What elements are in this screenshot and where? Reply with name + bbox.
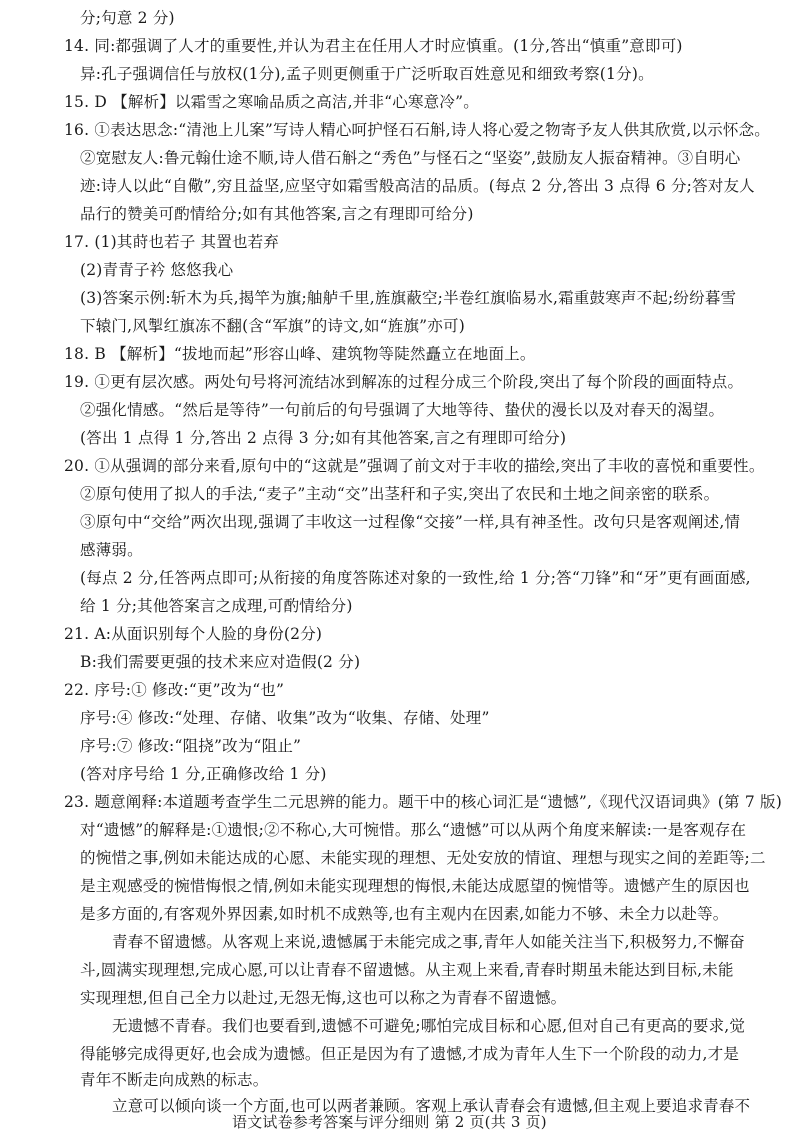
text-line: 15. D 【解析】以霜雪之寒喻品质之高洁,并非“心寒意冷”。	[64, 93, 479, 111]
text-line: 16. ①表达思念:“清池上儿案”写诗人精心呵护怪石石斛,诗人将心爱之物寄予友人供其欣赏,以示怀念。	[64, 121, 771, 139]
text-line: 序号:④ 修改:“处理、存储、收集”改为“收集、存储、处理”	[80, 709, 490, 727]
text-line: 分;句意 2 分)	[80, 9, 175, 27]
text-line: 得能够完成得更好,也会成为遗憾。但正是因为有了遗憾,才成为青年人生下一个阶段的动力,才是	[80, 1045, 740, 1063]
text-line: ②强化情感。“然后是等待”一句前后的句号强调了大地等待、蛰伏的漫长以及对春天的渴望。	[80, 401, 725, 419]
text-line: (2)青青子衿 悠悠我心	[80, 261, 234, 279]
page-footer: 语文试卷参考答案与评分细则 第 2 页(共 3 页)	[232, 1113, 547, 1131]
text-line: (每点 2 分,任答两点即可;从衔接的角度答陈述对象的一致性,给 1 分;答“刀锋”和“牙”更有画面感,	[80, 569, 751, 587]
text-line: (答出 1 点得 1 分,答出 2 点得 3 分;如有其他答案,言之有理即可给分)	[80, 429, 567, 447]
text-line: 是主观感受的惋惜悔恨之情,例如未能实现理想的悔恨,未能达成愿望的惋惜等。遗憾产生的原因也	[80, 877, 750, 895]
text-line: B:我们需要更强的技术来应对造假(2 分)	[80, 653, 361, 671]
text-line: 立意可以倾向谈一个方面,也可以两者兼顾。客观上承认青春会有遗憾,但主观上要追求青春不	[112, 1097, 751, 1115]
text-line: 青年不断走向成熟的标志。	[80, 1071, 269, 1089]
text-line: 14. 同:都强调了人才的重要性,并认为君主在任用人才时应慎重。(1分,答出“慎重”意即可)	[64, 37, 683, 55]
text-line: 对“遗憾”的解释是:①遗恨;②不称心,大可惋惜。那么“遗憾”可以从两个角度来解读:一是客观存在	[80, 821, 747, 839]
text-line: 的惋惜之事,例如未能达成的心愿、未能实现的理想、无处安放的情谊、理想与现实之间的差距等;二	[80, 849, 766, 867]
text-line: 无遗憾不青春。我们也要看到,遗憾不可避免;哪怕完成目标和心愿,但对自己有更高的要求,觉	[112, 1017, 746, 1035]
text-line: 23. 题意阐释:本道题考查学生二元思辨的能力。题干中的核心词汇是“遗憾”,《现代汉语词典》(第 7 版)	[64, 793, 782, 811]
text-line: 下辕门,风掣红旗冻不翻(含“军旗”的诗文,如“旌旗”亦可)	[80, 317, 465, 335]
text-line: (答对序号给 1 分,正确修改给 1 分)	[80, 765, 327, 783]
text-line: 22. 序号:① 修改:“更”改为“也”	[64, 681, 285, 699]
text-line: ②宽慰友人:鲁元翰仕途不顺,诗人借石斛之“秀色”与怪石之“坚姿”,鼓励友人振奋精神。③自明心	[80, 149, 741, 167]
text-line: 品行的赞美可酌情给分;如有其他答案,言之有理即可给分)	[80, 205, 474, 223]
text-line: 给 1 分;其他答案言之成理,可酌情给分)	[80, 597, 353, 615]
text-line: 感薄弱。	[80, 541, 143, 559]
text-line: 17. (1)其莳也若子 其置也若弃	[64, 233, 280, 251]
text-line: 18. B 【解析】“拔地而起”形容山峰、建筑物等陡然矗立在地面上。	[64, 345, 536, 363]
text-line: 斗,圆满实现理想,完成心愿,可以让青春不留遗憾。从主观上来看,青春时期虽未能达到目标,未能	[80, 961, 734, 979]
text-line: 序号:⑦ 修改:“阻挠”改为“阻止”	[80, 737, 302, 755]
text-line: 21. A:从面识别每个人脸的身份(2分)	[64, 625, 323, 643]
text-line: 20. ①从强调的部分来看,原句中的“这就是”强调了前文对于丰收的描绘,突出了丰收的喜悦和重要性。	[64, 457, 765, 475]
text-line: 异:孔子强调信任与放权(1分),孟子则更侧重于广泛听取百姓意见和细致考察(1分)。	[80, 65, 654, 83]
text-line: ②原句使用了拟人的手法,“麦子”主动“交”出茎秆和子实,突出了农民和土地之间亲密的联系。	[80, 485, 720, 503]
text-line: 迹:诗人以此“自儆”,穷且益坚,应坚守如霜雪般高洁的品质。(每点 2 分,答出 3 点得 6 分;答对友人	[80, 177, 755, 195]
text-line: 实现理想,但自己全力以赴过,无怨无悔,这也可以称之为青春不留遗憾。	[80, 989, 567, 1007]
text-line: 19. ①更有层次感。两处句号将河流结冰到解冻的过程分成三个阶段,突出了每个阶段的画面特点。	[64, 373, 744, 391]
text-line: 青春不留遗憾。从客观上来说,遗憾属于未能完成之事,青年人如能关注当下,积极努力,不懈奋	[112, 933, 745, 951]
text-line: 是多方面的,有客观外界因素,如时机不成熟等,也有主观内在因素,如能力不够、未全力以赴等。	[80, 905, 729, 923]
text-line: ③原句中“交给”两次出现,强调了丰收这一过程像“交接”一样,具有神圣性。改句只是客观阐述,情	[80, 513, 741, 531]
text-line: (3)答案示例:斩木为兵,揭竿为旗;舳舻千里,旌旗蔽空;半卷红旗临易水,霜重鼓寒声不起;纷纷暮雪	[80, 289, 737, 307]
